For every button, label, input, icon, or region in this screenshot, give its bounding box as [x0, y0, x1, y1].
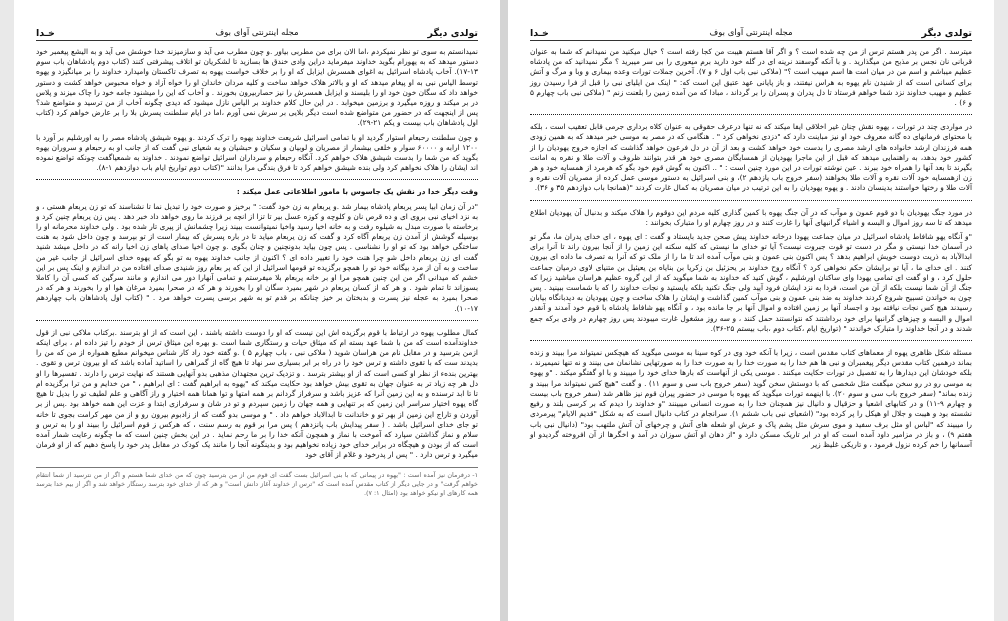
paragraph: در مورد جنگ یهودیان با دو قوم عمون و موآب که در آن جنگ یهوه با کمین گذاری کلیه مردم این دوقوم را هلاک میکند و بدنبال آن یهودیان اطلاع میدهد که تا سه روز اموال و البسه و اشیاء گرانبهای آنها را غارت کنند و در روز چهارم او را متبارک بخوانند : — [530, 207, 972, 227]
quote-paragraph: "و آنگاه یهو شافاط پادشاه اسرائیل در میان جماعت یهودا درخانه خداوند پیش صحن جدید بایستاد و گفت : ای یهوه ، ای خدای پدران ما، مگر تو در آسمان خدا نیستی و مگر در دست تو قوت جبروت نیست؟ آیا تو خدای ما نیستی که کلیه سکنه این زمین را از آنجا بیرون راند تا آنرا برای ابدالآباد به ذریت دوست خویش ابراهیم بدهد ؟ پس اکنون بنی عمون و بنی موآب آمده اند تا ما را از ملک تو که آنرا به تصرف ما داده ای بیرون کنند . ای خدای ما ، آیا تو برایشان حکم نخواهی کرد ؟ آنگاه روح خداوند بر یحزئیل بن زکریا بن بنایاه بن یعیئیل بن متنیای لاوی درمیان جماعت حلول کرد ، و او گفت ای تمامی یهودا وای ساکنان اورشلیم ، گوش کنید که خداوند به شما میگوید که از این گروه عظیم هراسان مباشید زیرا که جنگ از آن شما نیست بلکه از آن من است، فردا به نزد ایشان فرود آیید ولی جنگ نکنید بلکه بایستید و نجات خداوند را که با شماست ببینید . پس چون به خواندن تسبیح شروع کردند خداوند به ضد بنی عمون و بنی موآب کمین گذاشت و ایشان را هلاک ساخت و چون یهودیان به دیدبانگاه بیابان رسیدند هیچ کس نجات نیافته بود و اجساد آنها بر زمین افتاده و اموال آنها بر جا مانده بود ، و آنگاه یهو شافاط پادشاه با قوم خود آمدند و آنقدر اموال و البسه و چیزهای گرانبها برای خود برداشتند که نتوانستند حمل کنند ، و سه روز مشغول غارت میبودند پس روز چهارم در وادی برکه جمع شدند و در آنجا خداوند را متبارک خواندند " (تواریخ ایام ،کتاب دوم ،باب بیستم ۲۵-۳۶). — [530, 232, 972, 333]
dotted-separator — [530, 340, 972, 341]
paragraph: میترسد . اگر من پدر هستم ترس از من چه شده است ؟ و اگر آقا هستم هیبت من کجا رفته است ؟ خیال میکنید من نمیدانم که شما به عنوان قربانی نان نجس بر مذبح من میگذارید . و با آنکه گوسفند نرینه ای در گله خود دارید برم میعوری را بی سر میبرید ؟ مگر نمیدانید که من پادشاه عظیم میباشم و اسم من در میان امت ها اسم مهیب است ؟" (ملاکی نبی باب اول ۶ و ۷). آخرین جملات تورات وعده بیماری و وبا و مرگ و آتش برای کسانی است که از شنیدن نام یهوه به هراس نیفتند، و باز پایانی عهد عتیق این است که: " اینک من ایلیای نبی را قبل از فرا رسیدن روز عظیم و مهیب خداوند نزد شما خواهم فرستاد تا دل پدران و پسران را بر گرداند ، مبادا که من آمده زمین را بلعنت زنم " (ملاکی نبی باب چهارم ۵ و ۶) . — [530, 47, 972, 108]
header-journal: مجله اینترنتی آوای بوف — [709, 28, 793, 38]
header-title: تولدی دیگر — [427, 28, 478, 39]
section-intro: وقت دیگر خدا در نقش یک جاسوس با مامور اطلاعاتی عمل میکند : — [236, 187, 478, 197]
dotted-separator — [530, 114, 972, 115]
quote-paragraph: "در آن زمان ابیا پسر یربعام پادشاه بیمار شد .و یربعام به زن خود گفت: " برخیز و صورت خود را تبدیل نما تا نشناسند که تو زن یربعام هستی ، و به نزد اخیای نبی بروی ای و ده قرص نان و کلوچه و کوزه عسل بیر تا تزا از انچه بر فرزند ما روی خواهد داد خبر دهد . پس زن یربعام چنین کرد و برخاسته با صورت مبدل به شیلوه رفت و به خانه اخیا رسید واخیا نمیتوانست ببیند زیرا چشمانش از پیری تار شده بود . ولی خداوند محرمانه او را بوسیله گوشش از آمدن زن یربعام آگاه کرد و گفت که زن یربعام میاید تا در باره پسرش که بیمار است از تو بپرسد و چون داخل شود به هنت ساختگی خواهد بود که تو او را نشناسی . پس چون بیاید بدونچنین و چنان بگوی .و چون اخیا صدای پاهای زن اخیا رانه که در داخل میشد شنید گفت ای زن یربعام داخل شو چرا هنت خود را تغییر داده ای ؟ اکنون از جانب خداوند یهوه به تو بگو که یهوه خدای اسرائیل از جانب غیر من ساخت و به آن از مرد بیگانه خود تو را همچو برگزیده تو قومها اسرائیل از این که پر بعام روز شنیدی صدای افتاده من در اندازم و اینک پس بر این خشم که میدانی اگر من این چنین همچو مرا او بر خانه یربعام بلا میفرستم و تمامی آنهارا دور می اندازم و مانند سرگین که کسی آن را کاملا بسوزاند تا تمام شود . و هر که از کسان یربعام در شهر بمیرد سگان او را بخورند و هر که در صحرا بمیرد مرغان هوا او را بخورند و هر که در صحرا بمیرد به عجله نیز پسرت و بدبختان بر خیز چنانکه بر قدم تو به شهر برسی پسرت خواهد مرد . " (کتاب اول پادشاهان باب چهاردهم ۱۷-۱۰). — [36, 201, 478, 313]
paragraph: در مواردی چند در تورات ، یهوه نقش چنان غیر اخلاقی ایفا میکند که نه تنها درعرف حقوقی به عنوان کلاه برداری جرمی قابل تعقیب است ، بلکه با محتوای فرمانهای ده گانه معروف خود او نیز مباینت دارد که "دزدی نخواهی کرد " . هنگامی که در مصر به موسی خبر میدهد که به همین زودی همه فرزندان ارشد خانواده های ارشد مصری را بدست خود خواهد کشت و بعد از آن در دل فرعون خواهد گذاشت که اجازه خروج یهودیان را از کشور خود بدهد، به راهنمایی میدهد که قبل از این ماجرا یهودیان از همسایگان مصری خود هر قدر بتوانند ظروف و آلات طلا و نقره به امانت بگیرند تا بعد آنها را همراه خود ببرند . عین نوشته تورات در این مورد چنین است : " .. اکنون به گوش قوم خود بگو که هرمرد از همسایه خود و هر زن ازهمسایه خود آلات نقره و آلات طلا بخواهند (سفر خروج باب یازدهم ۲)، و بنی اسرائیل به دستور موسی عمل کرده از مصریان آلات نقره و آلات طلا و رختها خواستند بدینسان دادند . و یهوه یهودیان را به این ترتیب در میان مصریان به کمال غارت کردند "(همانجا باب دوازدهم ۳۵ و ۳۶). — [530, 122, 972, 193]
paragraph: و چون سلطنت رحبعام استوار گردید او با تمامی اسرائیل شریعت خداوند یهوه را ترک کردند .و یهوه شیشق پادشاه مصر را به اورشلیم بر آورد با ۱۲۰۰ ارابه و ۶۰۰۰۰ سوار و خلقی بیشمار از مصریان و لوبیان و سکیان و حبشیان و به شعیای نبی گفت که از جانب او به رحبعام و سروران یهوه بگوید که من شما را بدست شیشق هلاک خواهم کرد. آنگاه رحبعام و سرداران اسرائیل تواضع نمودند . خداوند به شمعیاگفت چونکه تواضع نموده اند ایشان را هلاک نخواهم کرد ولی بنده شیشق خواهم کرد تا فرق بندگی مرا بدانند "(کتاب دوم تواریخ ایام باب دوازدهم ۱-۸). — [36, 132, 479, 173]
dotted-separator — [530, 200, 972, 201]
dotted-separator — [36, 320, 478, 321]
header-title: تولدی دیگر — [921, 28, 972, 39]
header-logo: خـدا — [530, 28, 549, 39]
right-page — [508, 0, 994, 621]
paragraph: مسئله شکل ظاهری یهوه از معماهای کتاب مقدس است ، زیرا با آنکه خود وی در کوه سینا به موسی میگوید که هیچکس نمیتواند مرا ببیند و زنده بماند درهمین کتاب مقدس دیگر پیغمبران و نبی ها هم خدا را به صورت خدا را به صورت خدا را به صورتهایی نشانمان می بینند و نه تنها نمیمیرند ، بلکه خودشان این دیدارها را به تفصیل در تورات حکایت میکنند . موسی یکی از آنهاست که بارها خدای خود را میبیند و با او گفتگو میکند . "و یهوه به موسی رو در رو سخن میگفت مثل شخصی که با دوستش سخن گوید (سفر خروج باب سی و سوم ۱۱) . و گفت "هیچ کس نمیتواند مرا ببیند و زنده بماند" (سفر خروج باب سی و سوم ۲۰). با اینهمه تورات میگوید که یهوه با موسی در حضور پیران قوم نیز ظاهر شد (سفر خروج باب بیست و چهارم ۹-۱۱) و در کتابهای اشعیا و حزقیال و دانیال نیز همچنان خدا را به صورت انسانی میبینند "و خداوند را دیدم که بر کرسی بلند و رفیع نشسته بود و هیبت و جلال او هیکل را پر کرده بود" (اشعیای نبی باب ششم ۱). سرانجام در کتاب دانیال است که به شکل "قدیم الایام" پیرمردی را میبیند که "لباس او مثل برف سفید و موی سرش مثل پشم پاک و عرش او شعله های آتش و چرخهای آن آتش ملتهب بود" (دانیال نبی باب هفتم ۹) ، و باز در مزامیر داود آمده است که او در ابر تاریک مسکن دارد و "از دهان او آتش سوزان در آمد و اخگرها از آن افروخته گردیدو او آسمانها را خم کرده نزول فرمود ، و تاریکی غلیظ زیر — [530, 348, 972, 449]
running-header — [530, 28, 972, 41]
paragraph: کمال مطلوب یهوه در ارتباط با قوم برگزیده اش این نیست که او را دوست داشته باشند ، این است که از او بترسند .برکتاب ملاکی نبی از قول خداوندآمده است که من با شما عهد بسته ام که میثاق حیات و رستگاری شما است .و بهره این میثاق ترس از خودم را تیز داده ام ، برای اینکه ازمن بترسید و در مقابل نام من هراسان شوید ( ملاکی نبی ، باب چهارم ۵ ) .و گفته خود راد کار شناس میخوانم مطیع همواره از من که من را بدیدند ست که با تقوی داشته و ترس خود را در راه بر ابر بسیاری سر نهاد تا هیچ گاه از گمراهی را اساتید آماده باشد که او بیرون ترس و تقوی . بهترین بندهء از نظر او کسی است که از او بیشتر بترسد . و تزدیک ترین مجتهدان مذهبی بدو آنهایی هستند که نهایت ترس را دارند . تفسیرها را او دل هر چه زیاد تر به عنوان جهان به تقوی بیش خواهد بود حکایت میکند که "یهوه به ابراهیم گفت : ای ابراهیم ، " من خدایم و من ترا برگزیده ام تا تا ابد ترسنده و به این زمین آنرا که عزیز باشد و سرفراز گردانم بر همه امتها و توا همانا همه اختیار و راز آگاهی و علم لطیف تو را بدیل تا هیچ گاه یهوه اختیار سراسر این زمین که بر تنهایی و همه جهان را زمین سپردم و تو در شان و سرفرازی ابتدا و عزت این همه خواهد بود .پس از بر آوردن و تاراج این زمین از بهر تو و خاندانت تا ابدالاباد خواهم داد . " و موسی بدو گفت که از زادبوم بیرون رو و از من مهر کرامت بجوی تا خانه تو جای خدای اسرائیل باشد . ( سفر پیدایش باب پانزدهم ) پس مرا بر قوم به رسم سنت ، که هرکس ز قوم اسرائیل را ببیند او را به ترس و سلام و نماز گذاشتن سپارد که آموخت با نماز و همچون آنکه خدا را بر ما رحم نماید . در این بخش چنین است که ما چگونه رعایت شمار آمده است که از بودن و هیچگاه در برابر خدای خود زیاده نخواهیم بود و بدینگونه آنجا را مانند یک کودک در مقابل پدر خود را پاسخ دهیم که از او فرمان میگیرد و ترس دارد . " پس ار پدرخود و غلام از آقای خود — [36, 327, 478, 460]
paragraph: نمیدانستم به سوی تو نظر نمیکردم ،اما الان برای من مطربی بیاور .و چون مطرب می آید و سازمیزند خدا خوشش می آید و به الیشع پیغمبر خود دستور میدهد که به یهورام بگوید خداوند میفرماید دراین وادی خندق ها بسازید تا لشکریان تو اتلاف پیشرفتی کنند (کتاب دوم پادشاهان باب سوم ۱۳-۱۷). آخاب پادشاه اسرائیل به اغوای همسرش ایزابل که او را بر خلاف خواست یهوه به تصرف تاکستان وامیدارد خداوند را بر میانگیزد و یهوه توسط الیاس نبی به او پیغام میدهد که او و بالاتر هلاک خواهد ساخت و کلیه مردان خاندان او را خواه آزاد و خواه محبوس خواهد کشت و دستور خواهد داد که سگان خون خود او را بلیسند و ایزابل همسرش را نیز حصاربیرون بخورند . و آخاب که این را میشنود جامه خود را چاک میزند و پلاس در بر میکند و روزه میگیرد و برزمین میخوابد . در این حال کلام خداوند بر الیاس نازل میشود که دیدی چگونه آخاب از من ترسید و متواضع شد؟ پس از اینجهت که در حضور من متواضع شده است دیگر بلایی بر سرش نمی آورم ،اما در ایام سلطنت پسرش بلا را بر عارض خواهم کرد (کتاب اول پادشاهان باب بیست و یکم ۲۱-۲۹). — [36, 47, 478, 128]
left-page — [14, 0, 500, 621]
header-journal: مجله اینترنتی آوای بوف — [215, 28, 299, 38]
page-gutter — [500, 0, 508, 621]
header-logo: خـدا — [36, 28, 55, 39]
running-header — [36, 28, 478, 41]
dotted-separator — [36, 179, 478, 180]
footnote: ۱- درفرمان نیز آمده است : "یهوه در پیمانی که با بنی اسرائیل بست گفت ای قوم من از من بترسید چون که من خدای شما هستم و اگر از من نترسید از شما انتقام خواهم گرفت" و در جایی دیگر از کتاب مقدس آمده است که "ترس از خداوند آغاز دانش است" و هر که از خدای خود بترسد رستگار خواهد شد و اگر از بیم خدا بترسد همه کارهای او نیکو خواهد بود (امثال ۱: ۷). — [36, 467, 478, 498]
